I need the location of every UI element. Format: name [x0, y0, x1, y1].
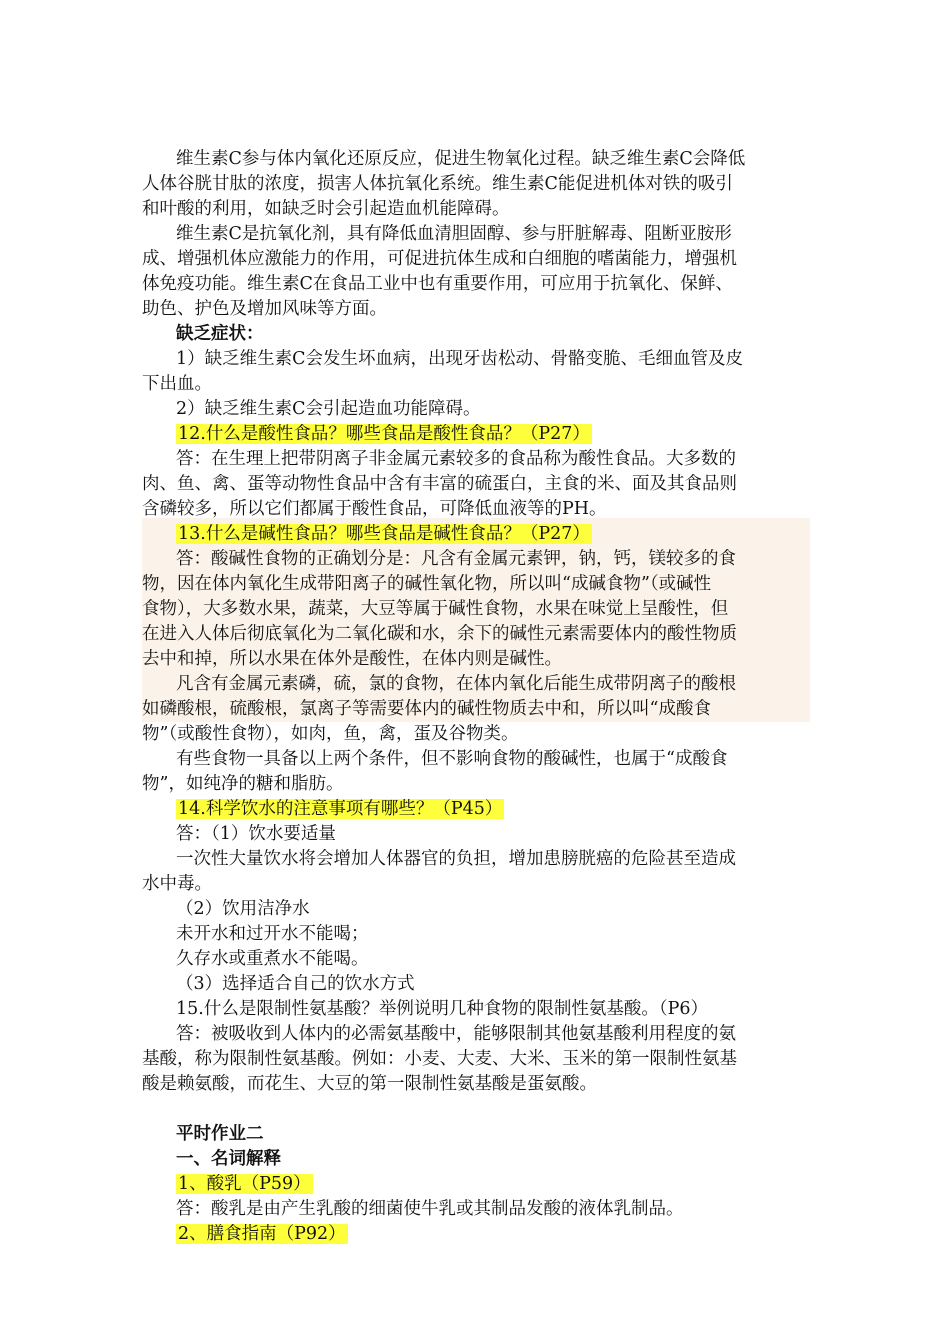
paragraph-line: 物”（或酸性食物），如肉，鱼，禽，蛋及谷物类。: [142, 724, 519, 744]
section-title: 平时作业二: [176, 1124, 264, 1144]
paragraph-line: （3）选择适合自己的饮水方式: [176, 974, 415, 994]
paragraph-line: 久存水或重煮水不能喝。: [176, 949, 369, 969]
question-heading: [176, 798, 504, 820]
paragraph-line: 含磷较多，所以它们都属于酸性食品，可降低血液等的PH。: [142, 499, 607, 519]
paragraph-line: 维生素C参与体内氧化还原反应，促进生物氧化过程。缺乏维生素C会降低: [176, 149, 746, 169]
paragraph-line: 物”，如纯净的糖和脂肪。: [142, 774, 344, 794]
term-heading: [176, 1223, 348, 1245]
highlight: 1、酸乳（P59）: [178, 1174, 311, 1194]
paragraph-line: 物，因在体内氧化生成带阳离子的碱性氧化物，所以叫“成碱食物”（或碱性: [142, 574, 712, 594]
paragraph-line: 食物），大多数水果，蔬菜，大豆等属于碱性食物，水果在味觉上呈酸性，但: [142, 599, 729, 619]
paragraph-line: 2）缺乏维生素C会引起造血功能障碍。: [176, 399, 481, 419]
paragraph-line: 凡含有金属元素磷，硫，氯的食物，在体内氧化后能生成带阴离子的酸根: [176, 674, 736, 694]
paragraph-line: 答：酸乳是由产生乳酸的细菌使牛乳或其制品发酸的液体乳制品。: [176, 1199, 684, 1219]
paragraph-line: 成、增强机体应激能力的作用，可促进抗体生成和白细胞的嗜菌能力，增强机: [142, 249, 737, 269]
paragraph-line: 答：（1）饮水要适量: [176, 824, 336, 844]
section-heading: 一、名词解释: [176, 1149, 281, 1169]
paragraph-line: 在进入人体后彻底氧化为二氧化碳和水，余下的碱性元素需要体内的酸性物质: [142, 624, 737, 644]
highlight: 2、膳食指南（P92）: [178, 1224, 346, 1244]
paragraph-line: 下出血。: [142, 374, 212, 394]
paragraph-line: 肉、鱼、禽、蛋等动物性食品中含有丰富的硫蛋白，主食的米、面及其食品则: [142, 474, 737, 494]
paragraph-line: 如磷酸根，硫酸根，氯离子等需要体内的碱性物质去中和，所以叫“成酸食: [142, 699, 711, 719]
paragraph-line: 去中和掉，所以水果在体外是酸性，在体内则是碱性。: [142, 649, 562, 669]
paragraph-line: 维生素C是抗氧化剂，具有降低血清胆固醇、参与肝脏解毒、阻断亚胺形: [176, 224, 732, 244]
paragraph-line: 基酸，称为限制性氨基酸。例如：小麦、大麦、大米、玉米的第一限制性氨基: [142, 1049, 737, 1069]
question-heading: [176, 423, 592, 445]
paragraph-line: 水中毒。: [142, 874, 212, 894]
paragraph-line: 答：在生理上把带阴离子非金属元素较多的食品称为酸性食品。大多数的: [176, 449, 736, 469]
paragraph-line: （2）饮用洁净水: [176, 899, 310, 919]
paragraph-line: 酸是赖氨酸，而花生、大豆的第一限制性氨基酸是蛋氨酸。: [142, 1074, 597, 1094]
paragraph-line: 人体谷胱甘肽的浓度，损害人体抗氧化系统。维生素C能促进机体对铁的吸引: [142, 174, 733, 194]
paragraph-line: 答：被吸收到人体内的必需氨基酸中，能够限制其他氨基酸利用程度的氨: [176, 1024, 736, 1044]
paragraph-line: 有些食物一具备以上两个条件，但不影响食物的酸碱性，也属于“成酸食: [176, 749, 728, 769]
highlight: 13.什么是碱性食品？哪些食品是碱性食品？（P27）: [178, 524, 590, 544]
paragraph-line: 未开水和过开水不能喝；: [176, 924, 369, 944]
paragraph-line: 1）缺乏维生素C会发生坏血病，出现牙齿松动、骨骼变脆、毛细血管及皮: [176, 349, 744, 369]
paragraph-line: 助色、护色及增加风味等方面。: [142, 299, 387, 319]
paragraph-line: 体免疫功能。维生素C在食品工业中也有重要作用，可应用于抗氧化、保鲜、: [142, 274, 733, 294]
section-heading: 缺乏症状：: [176, 324, 264, 344]
paragraph-line: 答：酸碱性食物的正确划分是：凡含有金属元素钾，钠，钙，镁较多的食: [176, 549, 736, 569]
question-heading: [176, 523, 592, 545]
question-heading: 15.什么是限制性氨基酸？举例说明几种食物的限制性氨基酸。（P6）: [176, 999, 708, 1019]
term-heading: [176, 1173, 313, 1195]
paragraph-line: 一次性大量饮水将会增加人体器官的负担，增加患膀胱癌的危险甚至造成: [176, 849, 736, 869]
highlight: 14.科学饮水的注意事项有哪些？（P45）: [178, 799, 503, 819]
highlight: 12.什么是酸性食品？哪些食品是酸性食品？（P27）: [178, 424, 590, 444]
paragraph-line: 和叶酸的利用，如缺乏时会引起造血机能障碍。: [142, 199, 510, 219]
